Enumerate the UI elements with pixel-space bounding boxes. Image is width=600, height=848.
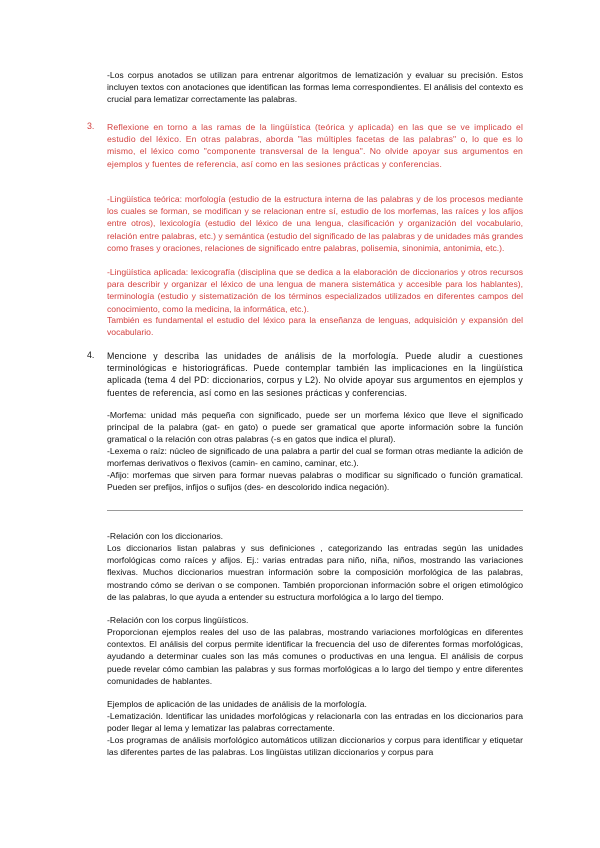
answer-linguistica-aplicada: -Lingüística aplicada: lexicografía (disciplina que se dedica a la elaboración de diccionarios y otros recursos para describir y organizar el léxico de una lengua de manera sistemática y accesible para los hablantes), terminología (estudio y sistematización de los términos especializados utilizados en diferentes campos del conocimiento, como la medicina, la informática, etc.). [107, 267, 523, 314]
section-divider [107, 510, 523, 511]
intro-paragraph: -Los corpus anotados se utilizan para entrenar algoritmos de lematización y evaluar su precisión. Estos incluyen textos con anotaciones que identifican las formas lema correspondientes. El análisis del contexto es crucial para lematizar correctamente las palabras. [107, 70, 523, 105]
corpus-paragraph: Proporcionan ejemplos reales del uso de las palabras, mostrando variaciones morfológicas en diferentes contextos. El análisis del corpus permite identificar la frecuencia del uso de diferentes formas morfológicas, ayudando a determinar cuales son las más comunes o productivas en una lengua. El análisis de corpus puede revelar cómo cambian las palabras y sus formas morfológicas a lo largo del tiempo y entre diferentes comunidades de hablantes. [107, 627, 523, 686]
ejemplos-heading: Ejemplos de aplicación de las unidades de análisis de la morfología. [107, 699, 367, 709]
ejemplo-programas: -Los programas de análisis morfológico automáticos utilizan diccionarios y corpus para identificar y etiquetar las diferentes partes de las palabras. Los lingüistas utilizan diccionarios y corpus para [107, 735, 523, 758]
ejemplo-lematizacion: -Lematización. Identificar las unidades morfológicas y relacionarla con las entradas en los diccionarios para poder llegar al lema y lematizar las palabras correctamente. [107, 711, 523, 734]
question-3-text: Reflexione en torno a las ramas de la lingüística (teórica y aplicada) en las que se ve implicado el estudio del léxico. En otras palabras, aborda "las múltiples facetas de las palabras" o, lo que es lo mismo, el léxico como "componente transversal de la lengua". No olvide apoyar sus argumentos en ejemplos y fuentes de referencia, así como en las sesiones prácticas y conferencias. [107, 122, 523, 169]
definition-morfema: -Morfema: unidad más pequeña con significado, puede ser un morfema léxico que lleve el significado principal de la palabra (gat- en gato) o puede ser gramatical que aporte información sobre la función gramatical o la relación con otras palabras (-s en gatos que indica el plural). [107, 410, 523, 445]
answer-ensenanza-lenguas: También es fundamental el estudio del léxico para la enseñanza de lenguas, adquisición y expansión del vocabulario. [107, 315, 523, 338]
answer-linguistica-teorica: -Lingüística teórica: morfología (estudio de la estructura interna de las palabras y de los procesos mediante los cuales se forman, se modifican y se relacionan entre sí, estudio de los morfemas, las raíces y los afijos entre otros), lexicología (estudio del léxico de una lengua, clasificación y organización del vocabulario, relación entre palabras, etc.) y semántica (estudio del significado de las palabras y de unidades más grandes como frases y oraciones, relaciones de significado entre palabras, polisemia, sinonimia, antonimia, etc.). [107, 194, 523, 253]
definition-afijo: -Afijo: morfemas que sirven para formar nuevas palabras o modificar su significado o función gramatical. Pueden ser prefijos, infijos o sufijos (des- en descolorido indica negación). [107, 470, 523, 493]
diccionarios-heading: -Relación con los diccionarios. [107, 531, 224, 541]
corpus-heading: -Relación con los corpus lingüísticos. [107, 615, 249, 625]
question-4-number: 4. [87, 350, 95, 360]
question-3-number: 3. [87, 121, 95, 131]
diccionarios-paragraph: Los diccionarios listan palabras y sus definiciones , categorizando las entradas según las unidades morfológicas como raíces y afijos. Ej.: varias entradas para niño, niña, niños, mostrando las variaciones flexivas. Muchos diccionarios muestran información sobre la composición morfológica de las palabras, mostrando cómo se derivan o se componen. También proporcionan información sobre el origen etimológico de las palabras, lo que ayuda a entender su estructura morfológica a lo largo del tiempo. [107, 543, 523, 602]
definition-lexema: -Lexema o raíz: núcleo de significado de una palabra a partir del cual se forman otras mediante la adición de morfemas derivativos o flexivos (camin- en camino, caminar, etc.). [107, 446, 523, 469]
question-4-text: Mencione y describa las unidades de análisis de la morfología. Puede aludir a cuestiones terminológicas e historiográficas. Puede contemplar también las implicaciones en la lingüística aplicada (tema 4 del PD: diccionarios, corpus y L2). No olvide apoyar sus argumentos en ejemplos y fuentes de referencia, así como en las sesiones prácticas y conferencias. [107, 351, 523, 398]
